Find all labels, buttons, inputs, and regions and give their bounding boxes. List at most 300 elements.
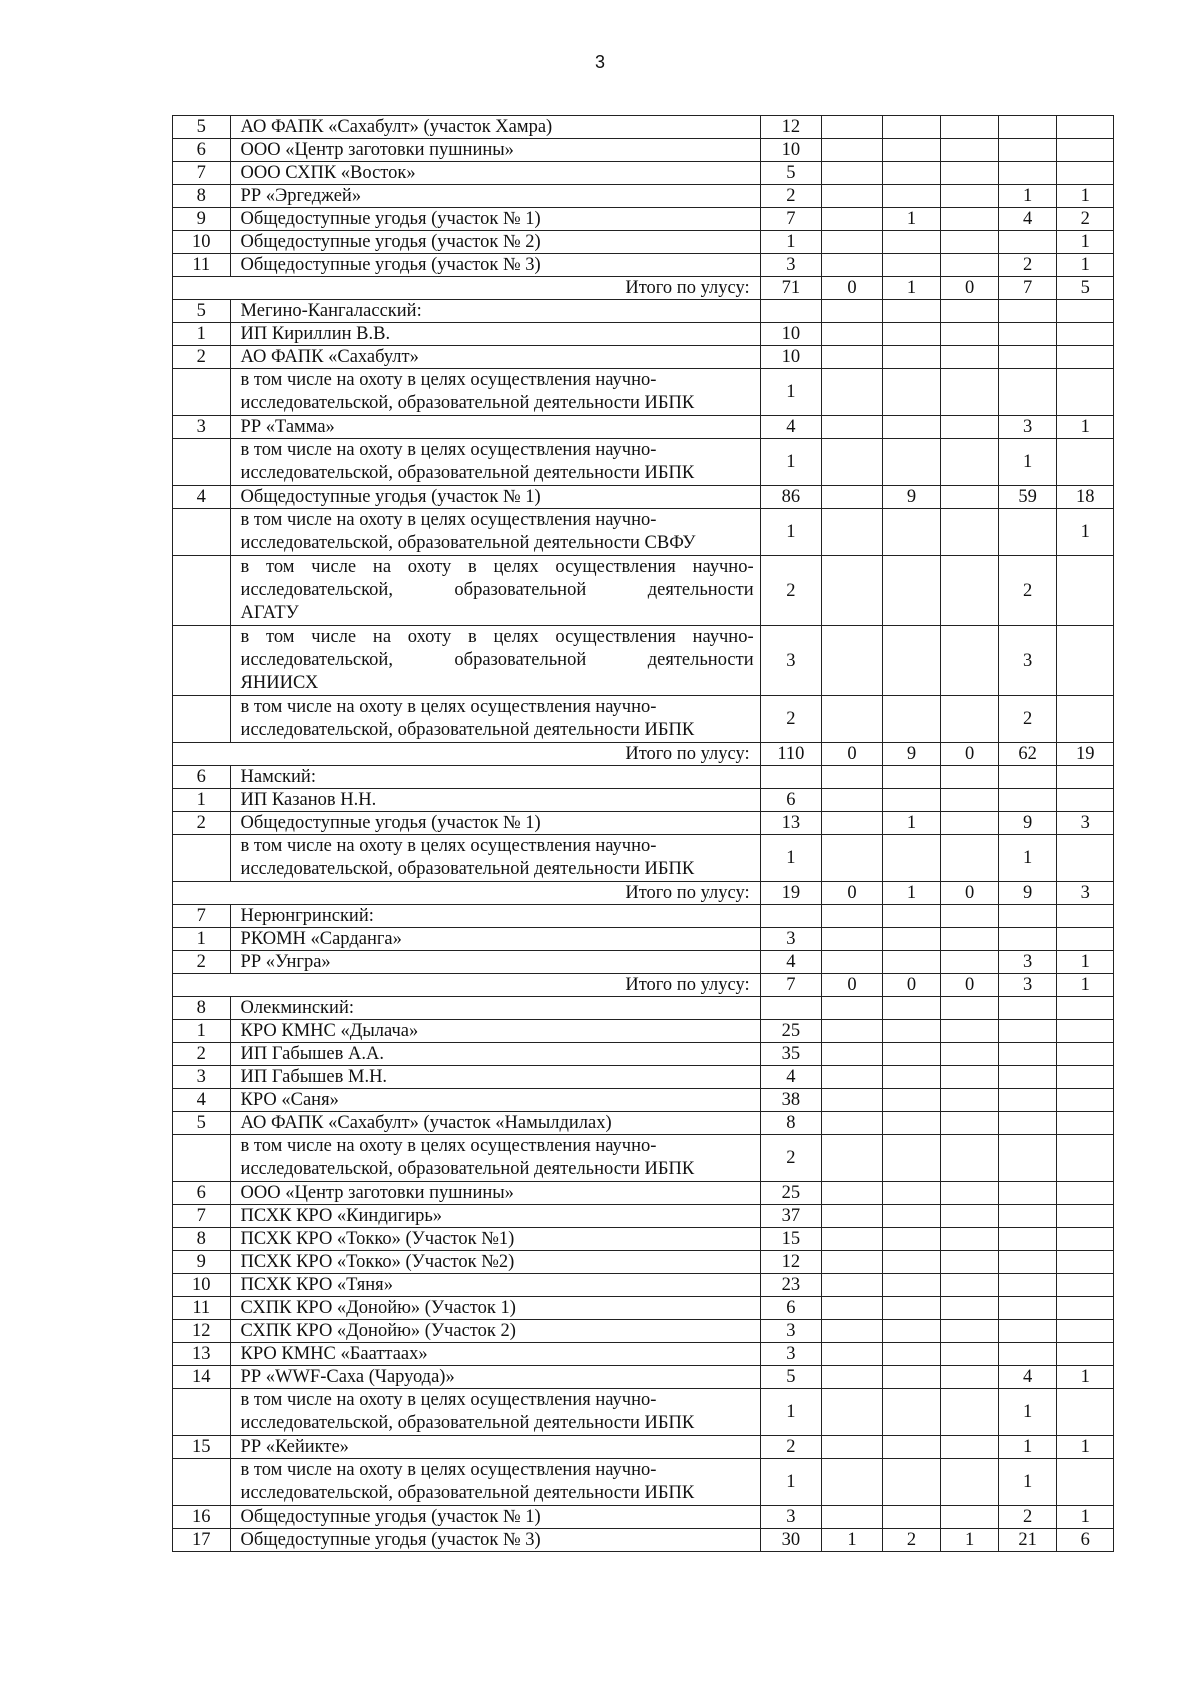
- table-row: [173, 1529, 1114, 1552]
- value-cell-5: [998, 766, 1057, 789]
- value-cell-6: [1057, 346, 1114, 369]
- value-cell-6: 1: [1057, 1366, 1114, 1389]
- sub-row: [173, 439, 1114, 486]
- row-name: Олекминский:: [230, 997, 760, 1020]
- value-cell-2: [822, 1320, 883, 1343]
- value-cell-5: [998, 1320, 1057, 1343]
- row-number: 8: [173, 185, 231, 208]
- value-cell-4: [941, 1228, 999, 1251]
- value-cell-3: [882, 835, 941, 882]
- value-cell-3: [882, 928, 941, 951]
- row-number: 5: [173, 1112, 231, 1135]
- value-cell-5: [998, 789, 1057, 812]
- value-cell-1: [760, 905, 822, 928]
- row-name: АО ФАПК «Сахабулт» (участок Хамра): [230, 116, 760, 139]
- row-name: ИП Габышев А.А.: [230, 1043, 760, 1066]
- value-cell-2: 0: [822, 882, 883, 905]
- table-row: [173, 1343, 1114, 1366]
- value-cell-5: 1: [998, 185, 1057, 208]
- value-cell-5: [998, 116, 1057, 139]
- value-cell-6: [1057, 835, 1114, 882]
- value-cell-4: [941, 696, 999, 743]
- value-cell-6: 1: [1057, 1506, 1114, 1529]
- row-name: ПСХК КРО «Токко» (Участок №2): [230, 1251, 760, 1274]
- value-cell-6: 3: [1057, 812, 1114, 835]
- description-line: исследовательской, образовательной деятельности ИБПК: [240, 463, 695, 483]
- value-cell-1: 2: [760, 556, 822, 626]
- value-cell-3: [882, 1297, 941, 1320]
- value-cell-3: 1: [882, 277, 941, 300]
- value-cell-4: [941, 1066, 999, 1089]
- value-cell-3: [882, 139, 941, 162]
- value-cell-3: [882, 254, 941, 277]
- value-cell-3: 1: [882, 812, 941, 835]
- row-name: АО ФАПК «Сахабулт» (участок «Намылдилах): [230, 1112, 760, 1135]
- value-cell-1: 1: [760, 835, 822, 882]
- value-cell-2: [822, 185, 883, 208]
- value-cell-1: 1: [760, 231, 822, 254]
- value-cell-1: 10: [760, 346, 822, 369]
- row-number: [173, 626, 231, 696]
- description-line: в том числе на охоту в целях осуществления научно-: [240, 697, 657, 717]
- value-cell-2: [822, 369, 883, 416]
- value-cell-2: [822, 1389, 883, 1436]
- row-name: ООО «Центр заготовки пушнины»: [230, 1182, 760, 1205]
- value-cell-5: 62: [998, 743, 1057, 766]
- row-number: [173, 369, 231, 416]
- table-row: [173, 1182, 1114, 1205]
- value-cell-2: [822, 1020, 883, 1043]
- value-cell-4: [941, 162, 999, 185]
- district-row: [173, 766, 1114, 789]
- value-cell-3: [882, 951, 941, 974]
- value-cell-5: [998, 162, 1057, 185]
- page-number: 3: [594, 52, 605, 72]
- value-cell-6: [1057, 905, 1114, 928]
- value-cell-5: [998, 1297, 1057, 1320]
- value-cell-5: 2: [998, 254, 1057, 277]
- value-cell-3: [882, 1182, 941, 1205]
- value-cell-5: 2: [998, 556, 1057, 626]
- value-cell-3: [882, 116, 941, 139]
- value-cell-1: 3: [760, 928, 822, 951]
- value-cell-5: 21: [998, 1529, 1057, 1552]
- value-cell-2: [822, 300, 883, 323]
- row-name: Общедоступные угодья (участок № 1): [230, 1506, 760, 1529]
- value-cell-1: 2: [760, 696, 822, 743]
- row-number: [173, 835, 231, 882]
- value-cell-2: [822, 1343, 883, 1366]
- value-cell-2: 1: [822, 1529, 883, 1552]
- table-row: [173, 1089, 1114, 1112]
- value-cell-2: [822, 556, 883, 626]
- value-cell-1: 15: [760, 1228, 822, 1251]
- total-label: Итого по улусу:: [173, 974, 761, 997]
- value-cell-2: [822, 835, 883, 882]
- value-cell-2: [822, 1251, 883, 1274]
- value-cell-1: 10: [760, 139, 822, 162]
- value-cell-2: [822, 509, 883, 556]
- value-cell-4: [941, 1459, 999, 1506]
- value-cell-4: [941, 139, 999, 162]
- value-cell-3: [882, 696, 941, 743]
- value-cell-5: [998, 1066, 1057, 1089]
- value-cell-4: [941, 1297, 999, 1320]
- value-cell-2: [822, 1506, 883, 1529]
- row-name: ПСХК КРО «Тяня»: [230, 1274, 760, 1297]
- value-cell-6: 1: [1057, 185, 1114, 208]
- row-number: [173, 1459, 231, 1506]
- row-description: [230, 696, 760, 743]
- value-cell-3: 9: [882, 743, 941, 766]
- district-row: [173, 905, 1114, 928]
- value-cell-4: [941, 116, 999, 139]
- row-number: 12: [173, 1320, 231, 1343]
- row-number: 16: [173, 1506, 231, 1529]
- description-line: исследовательской, образовательной деятельности ИБПК: [240, 1413, 695, 1433]
- description-line: в том числе на охоту в целях осуществления научно-: [240, 370, 657, 390]
- value-cell-4: [941, 486, 999, 509]
- row-description: [230, 1389, 760, 1436]
- table-row: [173, 1274, 1114, 1297]
- value-cell-3: [882, 1251, 941, 1274]
- value-cell-4: 1: [941, 1529, 999, 1552]
- value-cell-4: 0: [941, 277, 999, 300]
- sub-row: [173, 696, 1114, 743]
- description-line: исследовательской, образовательной деятельности: [240, 650, 754, 670]
- value-cell-6: [1057, 1089, 1114, 1112]
- value-cell-4: [941, 1343, 999, 1366]
- value-cell-3: [882, 1436, 941, 1459]
- value-cell-1: 1: [760, 439, 822, 486]
- value-cell-5: 3: [998, 974, 1057, 997]
- value-cell-3: [882, 1320, 941, 1343]
- row-number: 9: [173, 1251, 231, 1274]
- row-number: 6: [173, 139, 231, 162]
- value-cell-3: [882, 1228, 941, 1251]
- value-cell-2: [822, 439, 883, 486]
- value-cell-6: 5: [1057, 277, 1114, 300]
- value-cell-6: [1057, 369, 1114, 416]
- value-cell-6: 18: [1057, 486, 1114, 509]
- row-number: 5: [173, 300, 231, 323]
- value-cell-1: 1: [760, 369, 822, 416]
- value-cell-2: [822, 1066, 883, 1089]
- value-cell-4: [941, 1274, 999, 1297]
- value-cell-4: [941, 1112, 999, 1135]
- value-cell-6: [1057, 997, 1114, 1020]
- value-cell-1: 6: [760, 789, 822, 812]
- value-cell-6: 1: [1057, 231, 1114, 254]
- value-cell-3: [882, 1506, 941, 1529]
- row-name: Нерюнгринский:: [230, 905, 760, 928]
- value-cell-4: [941, 185, 999, 208]
- value-cell-2: [822, 1274, 883, 1297]
- total-label: Итого по улусу:: [173, 743, 761, 766]
- value-cell-2: [822, 1089, 883, 1112]
- value-cell-3: [882, 346, 941, 369]
- value-cell-3: [882, 1020, 941, 1043]
- value-cell-4: [941, 416, 999, 439]
- value-cell-5: 2: [998, 1506, 1057, 1529]
- value-cell-6: [1057, 300, 1114, 323]
- value-cell-1: [760, 300, 822, 323]
- value-cell-4: [941, 1251, 999, 1274]
- sub-row: [173, 835, 1114, 882]
- table-row: [173, 951, 1114, 974]
- description-line: исследовательской, образовательной деятельности ИБПК: [240, 859, 695, 879]
- value-cell-1: 25: [760, 1020, 822, 1043]
- value-cell-4: [941, 208, 999, 231]
- value-cell-3: [882, 231, 941, 254]
- value-cell-2: [822, 1182, 883, 1205]
- row-name: ИП Габышев М.Н.: [230, 1066, 760, 1089]
- value-cell-5: 3: [998, 626, 1057, 696]
- value-cell-6: [1057, 1343, 1114, 1366]
- value-cell-3: [882, 789, 941, 812]
- value-cell-1: 10: [760, 323, 822, 346]
- value-cell-6: [1057, 116, 1114, 139]
- value-cell-4: [941, 346, 999, 369]
- value-cell-5: [998, 369, 1057, 416]
- value-cell-2: 0: [822, 277, 883, 300]
- row-number: [173, 439, 231, 486]
- value-cell-3: [882, 1112, 941, 1135]
- table-row: [173, 1205, 1114, 1228]
- description-line: в том числе на охоту в целях осуществления научно-: [240, 836, 657, 856]
- value-cell-1: 7: [760, 208, 822, 231]
- value-cell-6: [1057, 928, 1114, 951]
- value-cell-6: [1057, 1459, 1114, 1506]
- value-cell-6: [1057, 766, 1114, 789]
- row-name: СХПК КРО «Донойю» (Участок 2): [230, 1320, 760, 1343]
- value-cell-1: 12: [760, 116, 822, 139]
- value-cell-5: [998, 997, 1057, 1020]
- value-cell-4: 0: [941, 743, 999, 766]
- value-cell-6: [1057, 439, 1114, 486]
- value-cell-5: 3: [998, 951, 1057, 974]
- description-line: исследовательской, образовательной деятельности ИБПК: [240, 393, 695, 413]
- table-row: [173, 116, 1114, 139]
- value-cell-6: [1057, 1112, 1114, 1135]
- row-name: Общедоступные угодья (участок № 1): [230, 208, 760, 231]
- value-cell-3: [882, 1343, 941, 1366]
- value-cell-3: [882, 1043, 941, 1066]
- value-cell-1: 110: [760, 743, 822, 766]
- total-label: Итого по улусу:: [173, 882, 761, 905]
- row-name: СХПК КРО «Донойю» (Участок 1): [230, 1297, 760, 1320]
- district-row: [173, 300, 1114, 323]
- value-cell-3: [882, 1089, 941, 1112]
- value-cell-6: [1057, 1205, 1114, 1228]
- row-name: КРО «Саня»: [230, 1089, 760, 1112]
- value-cell-2: [822, 1205, 883, 1228]
- row-name: Намский:: [230, 766, 760, 789]
- row-number: 1: [173, 323, 231, 346]
- value-cell-4: [941, 1205, 999, 1228]
- value-cell-5: [998, 300, 1057, 323]
- row-number: 8: [173, 1228, 231, 1251]
- row-number: 4: [173, 486, 231, 509]
- value-cell-5: [998, 1228, 1057, 1251]
- value-cell-4: [941, 835, 999, 882]
- table-row: [173, 928, 1114, 951]
- value-cell-5: [998, 231, 1057, 254]
- table-row: [173, 162, 1114, 185]
- value-cell-5: [998, 1274, 1057, 1297]
- value-cell-4: [941, 1506, 999, 1529]
- value-cell-2: [822, 905, 883, 928]
- value-cell-1: 13: [760, 812, 822, 835]
- description-line: в том числе на охоту в целях осуществления научно-: [240, 1460, 657, 1480]
- value-cell-1: [760, 766, 822, 789]
- value-cell-1: 25: [760, 1182, 822, 1205]
- description-line: исследовательской, образовательной деятельности СВФУ: [240, 533, 696, 553]
- value-cell-1: 2: [760, 185, 822, 208]
- value-cell-6: [1057, 1251, 1114, 1274]
- value-cell-2: [822, 696, 883, 743]
- quota-table: [172, 115, 1114, 1552]
- row-number: 10: [173, 1274, 231, 1297]
- value-cell-4: [941, 369, 999, 416]
- row-number: 7: [173, 905, 231, 928]
- row-number: [173, 1135, 231, 1182]
- value-cell-2: [822, 486, 883, 509]
- value-cell-4: [941, 951, 999, 974]
- value-cell-5: [998, 346, 1057, 369]
- value-cell-6: [1057, 1297, 1114, 1320]
- value-cell-1: 4: [760, 1066, 822, 1089]
- value-cell-2: [822, 1043, 883, 1066]
- value-cell-3: [882, 1135, 941, 1182]
- table-row: [173, 231, 1114, 254]
- row-number: 2: [173, 346, 231, 369]
- sub-row: [173, 1135, 1114, 1182]
- value-cell-5: 3: [998, 416, 1057, 439]
- value-cell-2: [822, 1459, 883, 1506]
- value-cell-6: [1057, 139, 1114, 162]
- value-cell-4: [941, 509, 999, 556]
- row-description: [230, 1135, 760, 1182]
- value-cell-3: [882, 416, 941, 439]
- row-number: 6: [173, 1182, 231, 1205]
- row-number: 3: [173, 1066, 231, 1089]
- value-cell-1: 71: [760, 277, 822, 300]
- value-cell-4: [941, 1320, 999, 1343]
- value-cell-5: 2: [998, 696, 1057, 743]
- value-cell-3: [882, 439, 941, 486]
- row-name: ИП Кириллин В.В.: [230, 323, 760, 346]
- description-line: в том числе на охоту в целях осуществления научно-: [240, 440, 657, 460]
- value-cell-3: [882, 1366, 941, 1389]
- row-name: АО ФАПК «Сахабулт»: [230, 346, 760, 369]
- table-row: [173, 185, 1114, 208]
- table-row: [173, 1366, 1114, 1389]
- value-cell-5: 7: [998, 277, 1057, 300]
- value-cell-2: [822, 346, 883, 369]
- row-name: ООО «Центр заготовки пушнины»: [230, 139, 760, 162]
- value-cell-4: [941, 323, 999, 346]
- value-cell-3: [882, 369, 941, 416]
- value-cell-3: [882, 1459, 941, 1506]
- value-cell-3: 0: [882, 974, 941, 997]
- row-number: [173, 1389, 231, 1436]
- description-line: исследовательской, образовательной деятельности ИБПК: [240, 1159, 695, 1179]
- value-cell-5: [998, 1089, 1057, 1112]
- row-name: Общедоступные угодья (участок № 3): [230, 1529, 760, 1552]
- description-line: АГАТУ: [240, 603, 299, 623]
- value-cell-2: [822, 812, 883, 835]
- value-cell-3: [882, 1389, 941, 1436]
- row-description: [230, 509, 760, 556]
- value-cell-2: [822, 116, 883, 139]
- row-number: 15: [173, 1436, 231, 1459]
- value-cell-4: 0: [941, 882, 999, 905]
- value-cell-6: [1057, 556, 1114, 626]
- value-cell-2: [822, 626, 883, 696]
- value-cell-1: 3: [760, 1506, 822, 1529]
- table-row: [173, 416, 1114, 439]
- value-cell-5: [998, 1135, 1057, 1182]
- value-cell-3: [882, 300, 941, 323]
- row-name: РКОМН «Сарданга»: [230, 928, 760, 951]
- value-cell-6: [1057, 323, 1114, 346]
- value-cell-2: [822, 1135, 883, 1182]
- value-cell-3: [882, 162, 941, 185]
- value-cell-4: 0: [941, 974, 999, 997]
- value-cell-3: [882, 1274, 941, 1297]
- table-row: [173, 139, 1114, 162]
- value-cell-6: 1: [1057, 416, 1114, 439]
- value-cell-2: [822, 1297, 883, 1320]
- value-cell-5: 9: [998, 882, 1057, 905]
- value-cell-4: [941, 1020, 999, 1043]
- value-cell-6: 2: [1057, 208, 1114, 231]
- table-row: [173, 323, 1114, 346]
- value-cell-1: [760, 997, 822, 1020]
- table-row: [173, 789, 1114, 812]
- row-name: РР «Унгра»: [230, 951, 760, 974]
- value-cell-4: [941, 439, 999, 486]
- value-cell-2: [822, 254, 883, 277]
- value-cell-1: 12: [760, 1251, 822, 1274]
- value-cell-3: [882, 905, 941, 928]
- value-cell-5: [998, 1205, 1057, 1228]
- value-cell-1: 35: [760, 1043, 822, 1066]
- table-row: [173, 1297, 1114, 1320]
- value-cell-1: 1: [760, 1459, 822, 1506]
- row-description: [230, 439, 760, 486]
- table-row: [173, 1228, 1114, 1251]
- value-cell-4: [941, 1389, 999, 1436]
- value-cell-5: [998, 1251, 1057, 1274]
- total-row: [173, 974, 1114, 997]
- value-cell-3: [882, 185, 941, 208]
- row-number: 17: [173, 1529, 231, 1552]
- value-cell-2: [822, 1112, 883, 1135]
- value-cell-4: [941, 254, 999, 277]
- value-cell-6: [1057, 1228, 1114, 1251]
- value-cell-6: [1057, 1135, 1114, 1182]
- value-cell-6: [1057, 162, 1114, 185]
- sub-row: [173, 369, 1114, 416]
- value-cell-5: [998, 1343, 1057, 1366]
- value-cell-6: 1: [1057, 254, 1114, 277]
- description-line: ЯНИИСХ: [240, 673, 319, 693]
- row-number: 8: [173, 997, 231, 1020]
- value-cell-3: [882, 509, 941, 556]
- value-cell-1: 4: [760, 951, 822, 974]
